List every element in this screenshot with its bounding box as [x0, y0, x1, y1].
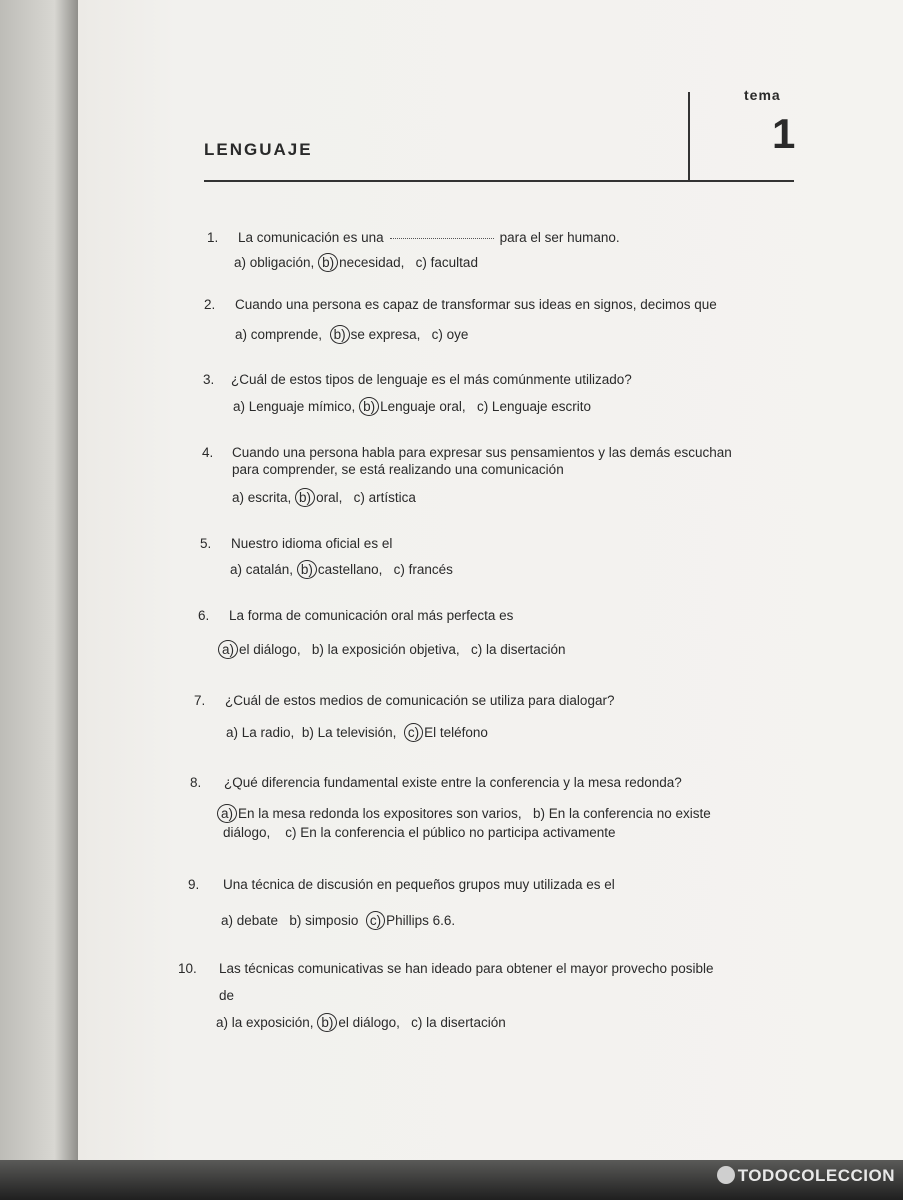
section-title: LENGUAJE [204, 140, 313, 159]
option-a: a) escrita, [232, 490, 292, 505]
option-b: se expresa, [350, 327, 421, 342]
option-a: a) La radio, [226, 725, 295, 740]
question-7 [194, 692, 834, 747]
option-b: Lenguaje oral, [380, 399, 466, 414]
question-text: ¿Cuál de estos tipos de lenguaje es el más comúnmente utilizado? [231, 372, 632, 387]
option-c: c) oye [431, 327, 469, 342]
option-a: a) Lenguaje mímico, [233, 399, 356, 414]
question-number: 4. [202, 445, 214, 460]
option-b: necesidad, [339, 255, 405, 270]
circled-option-letter: a) [217, 804, 237, 823]
circled-option-letter: b) [295, 488, 315, 507]
question-text: La comunicación es una para el ser humano. [238, 230, 620, 245]
question-number: 9. [188, 877, 200, 892]
question-4 [202, 444, 842, 514]
circled-option-letter: c) [404, 723, 423, 742]
watermark-logo-icon [717, 1166, 735, 1184]
option-c: c) francés [393, 562, 453, 577]
option-c: c) la disertación [411, 1015, 506, 1030]
question-number: 3. [203, 372, 215, 387]
option-a: a) obligación, [234, 255, 315, 270]
question-text: Cuando una persona es capaz de transformar sus ideas en signos, decimos que [235, 297, 717, 312]
question-5 [200, 535, 820, 585]
question-text: Nuestro idioma oficial es el [231, 536, 393, 551]
circled-option-letter: a) [218, 640, 238, 659]
option-b: castellano, [317, 562, 383, 577]
option-a: a) catalán, [230, 562, 294, 577]
answer-blank [390, 238, 494, 239]
options [234, 253, 478, 272]
circled-option-letter: b) [330, 325, 350, 344]
option-c: c) artística [353, 490, 416, 505]
watermark: TODOCOLECCION [717, 1166, 895, 1186]
options [235, 325, 468, 344]
question-text: ¿Qué diferencia fundamental existe entre la conferencia y la mesa redonda? [224, 775, 682, 790]
option-a: a) debate [221, 913, 279, 928]
option-c: c) Lenguaje escrito [476, 399, 592, 414]
circled-option-letter: b) [359, 397, 379, 416]
option-b: el diálogo, [338, 1015, 400, 1030]
options [226, 723, 488, 742]
options [232, 488, 416, 507]
question-number: 8. [190, 775, 202, 790]
option-c: c) la disertación [470, 642, 566, 657]
question-number: 7. [194, 693, 206, 708]
question-number: 5. [200, 536, 212, 551]
option-b: b) simposio [289, 913, 359, 928]
question-number: 1. [207, 230, 219, 245]
option-a: a) comprende, [235, 327, 323, 342]
tema-number: 1 [772, 110, 796, 157]
question-8 [190, 774, 870, 849]
option-b: b) la exposición objetiva, [311, 642, 460, 657]
option-b: b) La televisión, [301, 725, 397, 740]
left-page-edge [0, 0, 78, 1200]
circled-option-letter: b) [318, 253, 338, 272]
question-text: Las técnicas comunicativas se han ideado para obtener el mayor provecho posible [219, 961, 714, 976]
question-text-line2: de [219, 988, 235, 1003]
question-2 [204, 296, 824, 346]
option-c: c) facultad [415, 255, 478, 270]
header-rule [204, 180, 794, 182]
options [218, 640, 566, 659]
question-number: 6. [198, 608, 210, 623]
circled-option-letter: c) [366, 911, 385, 930]
question-10 [178, 960, 858, 1040]
options [217, 804, 711, 823]
question-number: 2. [204, 297, 216, 312]
question-text: Una técnica de discusión en pequeños grupos muy utilizada es el [223, 877, 615, 892]
question-9 [188, 876, 808, 936]
question-3 [203, 371, 823, 421]
option-a: a) la exposición, [216, 1015, 314, 1030]
question-text-line2: para comprender, se está realizando una comunicación [232, 462, 564, 477]
tema-label: tema [744, 87, 781, 103]
question-text: Cuando una persona habla para expresar sus pensamientos y las demás escuchan [232, 445, 732, 460]
header-vertical-rule [688, 92, 690, 182]
options [233, 397, 591, 416]
circled-option-letter: b) [317, 1013, 337, 1032]
question-text: La forma de comunicación oral más perfecta es [229, 608, 514, 623]
circled-option-letter: b) [297, 560, 317, 579]
option-a: el diálogo, [239, 642, 301, 657]
option-a: En la mesa redonda los expositores son varios, [238, 806, 522, 821]
options [221, 911, 455, 930]
options [230, 560, 453, 579]
question-text: ¿Cuál de estos medios de comunicación se utiliza para dialogar? [225, 693, 615, 708]
question-6 [198, 607, 838, 662]
option-b: oral, [316, 490, 343, 505]
options [216, 1013, 506, 1032]
question-1 [207, 229, 807, 279]
option-c: Phillips 6.6. [386, 913, 456, 928]
options-line2: diálogo, c) En la conferencia el público no participa activamente [223, 825, 616, 840]
question-number: 10. [178, 961, 197, 976]
option-b: b) En la conferencia no existe [532, 806, 711, 821]
option-c: El teléfono [424, 725, 488, 740]
